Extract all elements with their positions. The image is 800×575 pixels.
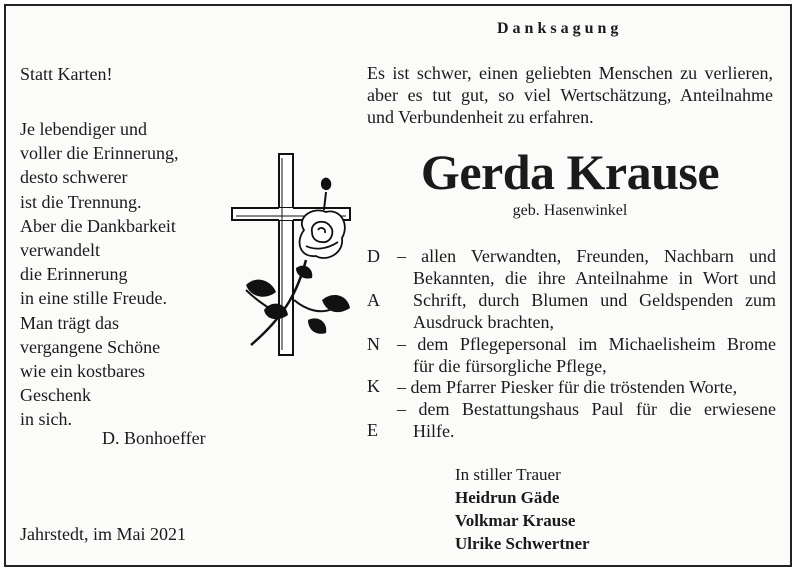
- poem-line: Je lebendiger und: [20, 119, 147, 139]
- poem-line: ist die Trennung.: [20, 191, 142, 212]
- danke-letter: D: [367, 246, 380, 266]
- intro-line: aber es tut gut, so viel Wertschätzung, Anteilnahme: [367, 85, 773, 105]
- bonhoeffer-poem: [20, 117, 178, 431]
- signer-name: Ulrike Schwertner: [455, 534, 590, 553]
- place-date: Jahrstedt, im Mai 2021: [20, 524, 186, 544]
- poem-line: Aber die Dankbarkeit: [20, 215, 176, 236]
- poem-author: D. Bonhoeffer: [102, 428, 206, 448]
- poem-line: Geschenk: [20, 385, 91, 406]
- poem-line: in sich.: [20, 409, 72, 430]
- poem-line: in eine stille Freude.: [20, 288, 167, 309]
- poem-line: Man trägt das: [20, 312, 119, 333]
- thanks-line: – dem Pfarrer Piesker für die tröstenden Worte,: [397, 377, 738, 397]
- thanks-line: Bekannten, die ihre Anteilnahme in Wort und: [413, 268, 776, 288]
- poem-line: desto schwerer: [20, 167, 128, 188]
- thanks-line: – dem Bestattungshaus Paul für die erwiesene: [397, 399, 776, 419]
- danke-letter: E: [367, 420, 378, 440]
- thanks-line: Ausdruck brachten,: [413, 312, 554, 332]
- intro-line: Es ist schwer, einen geliebten Menschen zu verlieren,: [367, 63, 773, 83]
- thanks-line: Hilfe.: [413, 421, 455, 441]
- deceased-name: Gerda Krause: [420, 144, 720, 200]
- heading-danksagung: Danksagung: [497, 20, 623, 37]
- statt-karten-text: Statt Karten!: [20, 64, 113, 84]
- poem-line: verwandelt: [20, 239, 100, 260]
- poem-line: vergangene Schöne: [20, 336, 161, 357]
- thanks-line: für die fürsorgliche Pflege,: [413, 356, 607, 376]
- intro-paragraph: [367, 62, 773, 128]
- poem-line: die Erinnerung: [20, 264, 128, 285]
- danke-letter: K: [367, 376, 380, 396]
- thanks-line: – allen Verwandten, Freunden, Nachbarn und: [397, 246, 776, 266]
- thanks-line: Schrift, durch Blumen und Geldspenden zum: [413, 290, 776, 310]
- thanks-line: – dem Pflegepersonal im Michaelisheim Brome: [397, 334, 776, 354]
- signer-name: Volkmar Krause: [455, 511, 576, 530]
- poem-line: wie ein kostbares: [20, 360, 145, 381]
- mourning-label: In stiller Trauer: [455, 465, 561, 484]
- intro-line: und Verbundenheit zu erfahren.: [367, 107, 594, 127]
- poem-line: voller die Erinnerung,: [20, 143, 179, 164]
- signer-name: Heidrun Gäde: [455, 488, 560, 507]
- danke-letter: A: [367, 290, 380, 310]
- cross-with-rose-icon: [226, 150, 356, 360]
- birth-name: geb. Hasenwinkel: [512, 202, 628, 219]
- danke-letter: N: [367, 334, 380, 354]
